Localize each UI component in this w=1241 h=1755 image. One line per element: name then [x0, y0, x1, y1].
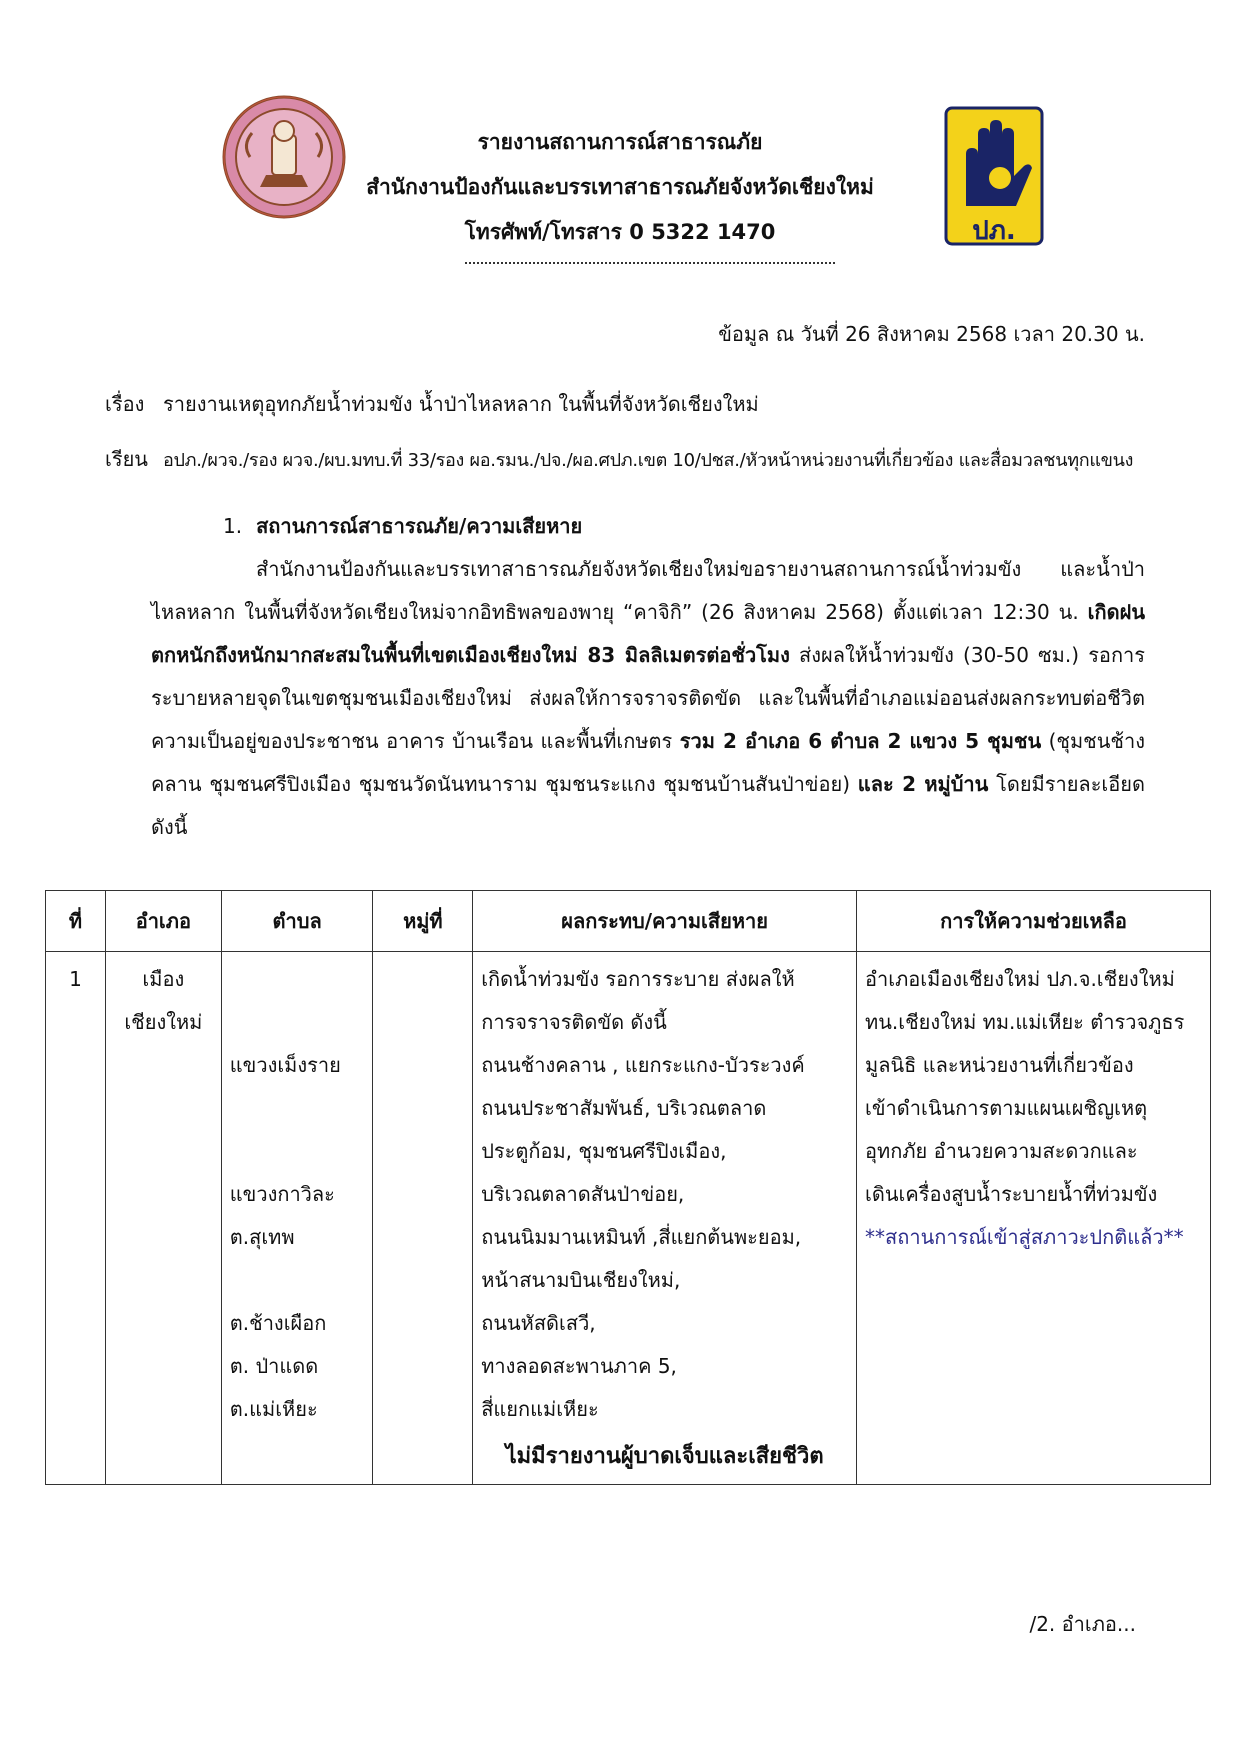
header-title: รายงานสถานการณ์สาธารณภัย [477, 130, 763, 154]
district-line: เมือง [142, 967, 185, 991]
impact-line: ถนนนิมมานเหมินท์ ,สี่แยกต้นพะยอม, [481, 1225, 802, 1249]
impact-line: ถนนประชาสัมพันธ์, บริเวณตลาด [481, 1096, 767, 1120]
col-header-assistance: การให้ความช่วยเหลือ [857, 891, 1211, 952]
tambon-item: แขวงกาวิละ [229, 1182, 335, 1206]
section-title [223, 510, 582, 542]
tambon-item [230, 1259, 365, 1302]
impact-line: ประตูก้อม, ชุมชนศรีปิงเมือง, [481, 1139, 727, 1163]
cell-impact [473, 952, 857, 1485]
para-text-3: (ชุมชนช้างคลาน ชุมชนศรีปิงเมือง ชุมชนวัดนันทนาราม ชุมชนระแกง ชุมชนบ้านสันป่าข่อย) [151, 729, 1146, 796]
section-heading: สถานการณ์สาธารณภัย/ความเสียหาย [256, 514, 583, 538]
col-header-no: ที่ [46, 891, 106, 952]
impact-line: ถนนช้างคลาน , แยกระแกง-บัวระวงค์ [481, 1053, 805, 1077]
subject-line [105, 388, 759, 420]
table-row [46, 952, 1211, 1485]
table-header-row [46, 891, 1211, 952]
header-agency: สำนักงานป้องกันและบรรเทาสาธารณภัยจังหวัดเชียงใหม่ [366, 175, 874, 199]
para-text-4: โดยมีรายละเอียดดังนี้ [151, 772, 1145, 839]
impact-table [45, 890, 1211, 1485]
impact-line: บริเวณตลาดสันป่าข่อย, [481, 1182, 685, 1206]
tambon-item [230, 1087, 365, 1130]
assistance-line: ทน.เชียงใหม่ ทม.แม่เหียะ ตำรวจภูธร [865, 1010, 1185, 1034]
subject-text: รายงานเหตุอุทกภัยน้ำท่วมขัง น้ำป่าไหลหลาก ในพื้นที่จังหวัดเชียงใหม่ [163, 392, 759, 416]
tambon-item: ต.ช้างเผือก [229, 1311, 327, 1335]
header-phone: โทรศัพท์/โทรสาร 0 5322 1470 [464, 220, 776, 244]
tambon-item [230, 1130, 365, 1173]
assistance-line: เข้าดำเนินการตามแผนเผชิญเหตุ [865, 1096, 1148, 1120]
page-continuation: /2. อำเภอ... [1029, 1612, 1136, 1636]
district-line: เชียงใหม่ [124, 1010, 203, 1034]
header-divider [465, 262, 835, 264]
col-header-district: อำเภอ [105, 891, 221, 952]
para-bold-2: รวม 2 อำเภอ 6 ตำบล 2 แขวง 5 ชุมชน [679, 729, 1042, 753]
impact-line: หน้าสนามบินเชียงใหม่, [481, 1268, 681, 1292]
report-date: ข้อมูล ณ วันที่ 26 สิงหาคม 2568 เวลา 20.30 น. [718, 322, 1145, 346]
impact-line: การจราจรติดขัด ดังนี้ [481, 1010, 667, 1034]
cell-district [105, 952, 221, 1485]
tambon-item [230, 1001, 365, 1044]
col-header-village: หมู่ที่ [373, 891, 473, 952]
dpm-logo-text: ปภ. [972, 216, 1016, 246]
cell-tambon [221, 952, 373, 1485]
dpm-logo [944, 106, 1044, 246]
cell-no: 1 [46, 952, 106, 1485]
cell-assistance [857, 952, 1211, 1485]
impact-line: ทางลอดสะพานภาค 5, [481, 1354, 677, 1378]
para-text-2: ส่งผลให้น้ำท่วมขัง (30-50 ซม.) รอการระบายหลายจุดในเขตชุมชนเมืองเชียงใหม่ ส่งผลให้การจราจรติดขัด และในพื้นที่อำเภอแม่ออนส่งผลกระทบต่อชีวิต ความเป็นอยู่ของประชาชน อาคาร บ้านเรือน และพื้นที่เกษตร [151, 643, 1146, 753]
tambon-item: ต.สุเทพ [229, 1225, 295, 1249]
tambon-item: ต. ป่าแดด [229, 1354, 319, 1378]
assistance-line: มูลนิธิ และหน่วยงานที่เกี่ยวข้อง [865, 1053, 1134, 1077]
para-bold-3: และ 2 หมู่บ้าน [857, 772, 989, 796]
no-casualties-note: ไม่มีรายงานผู้บาดเจ็บและเสียชีวิต [505, 1444, 824, 1469]
impact-line: สี่แยกแม่เหียะ [481, 1397, 599, 1421]
recipient-line [105, 443, 1133, 475]
col-header-impact: ผลกระทบ/ความเสียหาย [473, 891, 857, 952]
recipient-text: อปภ./ผวจ./รอง ผวจ./ผบ.มทบ.ที่ 33/รอง ผอ.รมน./ปจ./ผอ.ศปภ.เขต 10/ปชส./หัวหน้าหน่วยงานที่เกี่ยวข้อง และสื่อมวลชนทุกแขนง [163, 450, 1134, 471]
tambon-item: แขวงเม็งราย [229, 1053, 341, 1077]
para-bold-1: เกิดฝนตกหนักถึงหนักมากสะสมในพื้นที่เขตเมืองเชียงใหม่ 83 มิลลิเมตรต่อชั่วโมง [151, 600, 1145, 667]
impact-line: เกิดน้ำท่วมขัง รอการระบาย ส่งผลให้ [481, 967, 795, 991]
assistance-line: เดินเครื่องสูบน้ำระบายน้ำที่ท่วมขัง [865, 1182, 1158, 1206]
subject-label: เรื่อง [105, 392, 145, 416]
impact-line: ถนนหัสดิเสวี, [481, 1311, 596, 1335]
assistance-line: อำเภอเมืองเชียงใหม่ ปภ.จ.เชียงใหม่ [865, 967, 1175, 991]
section-number: 1. [223, 514, 243, 538]
recipient-label: เรียน [105, 447, 148, 471]
col-header-tambon: ตำบล [221, 891, 373, 952]
tambon-item [230, 958, 365, 1001]
tambon-item: ต.แม่เหียะ [229, 1397, 318, 1421]
assistance-line: อุทกภัย อำนวยความสะดวกและ [865, 1139, 1138, 1163]
situation-paragraph [151, 548, 1145, 849]
status-normal-note: **สถานการณ์เข้าสู่สภาวะปกติแล้ว** [865, 1225, 1184, 1249]
cell-village [373, 952, 473, 1485]
para-text-1: สำนักงานป้องกันและบรรเทาสาธารณภัยจังหวัดเชียงใหม่ขอรายงานสถานการณ์น้ำท่วมขัง และน้ำป่าไหลหลาก ในพื้นที่จังหวัดเชียงใหม่จากอิทธิพลของพายุ “คาจิกิ” (26 สิงหาคม 2568) ตั้งแต่เวลา 12:30 น. [151, 557, 1145, 624]
